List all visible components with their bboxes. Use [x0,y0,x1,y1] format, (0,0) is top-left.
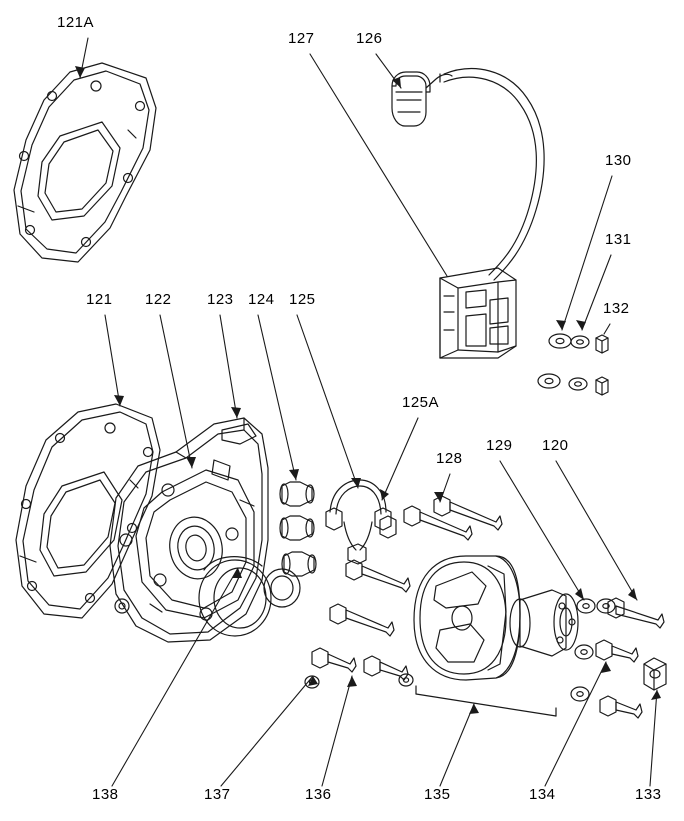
part-washer-129 [571,599,595,701]
callout-134[interactable]: 134 [529,786,556,803]
callout-125[interactable]: 125 [289,291,316,308]
part-flywheel-135 [414,556,520,680]
callout-135[interactable]: 135 [424,786,451,803]
part-grommet-124 [280,482,316,576]
callout-122[interactable]: 122 [145,291,172,308]
part-bolt-137 [312,648,356,672]
part-bolt-128-a [404,506,472,540]
callout-131[interactable]: 131 [605,231,632,248]
part-wire-clip-125a [344,516,396,564]
part-plug-cap-126 [392,72,452,126]
callout-126[interactable]: 126 [356,30,383,47]
part-bolt-120 [608,598,664,628]
callout-129[interactable]: 129 [486,437,513,454]
part-bolt-136-c [364,656,408,680]
part-cover-boss-123 [222,424,256,444]
callout-120[interactable]: 120 [542,437,569,454]
leader-arrowheads [75,66,661,714]
part-gasket-121 [16,404,160,618]
part-washer-120 [597,599,615,613]
callout-137[interactable]: 137 [204,786,231,803]
callout-132[interactable]: 132 [603,300,630,317]
part-starter-clutch-134 [510,590,578,656]
part-ignition-lead-126 [440,69,544,280]
callout-130[interactable]: 130 [605,152,632,169]
part-bolt-134 [596,640,642,718]
callout-127[interactable]: 127 [288,30,315,47]
part-gasket-121a [14,63,156,262]
bracket-135 [416,686,556,716]
part-bolt-136-a [346,560,410,592]
callout-121[interactable]: 121 [86,291,113,308]
part-nut-133 [644,658,666,690]
part-wire-loop-125 [326,480,391,530]
callout-124[interactable]: 124 [248,291,275,308]
callout-136[interactable]: 136 [305,786,332,803]
callout-123[interactable]: 123 [207,291,234,308]
callout-138[interactable]: 138 [92,786,119,803]
part-starter-bulge-138 [199,557,271,636]
part-ignition-coil-127 [440,268,516,358]
part-nut-132 [596,335,608,395]
part-washer-131 [569,336,589,390]
part-bolt-128-b [434,496,502,530]
part-bolt-136-b [330,604,394,636]
part-washer-137-small [305,674,413,688]
callout-128[interactable]: 128 [436,450,463,467]
part-washer-130 [538,334,571,388]
callout-121a[interactable]: 121A [57,14,95,31]
callout-125a[interactable]: 125A [402,394,440,411]
callout-133[interactable]: 133 [635,786,662,803]
